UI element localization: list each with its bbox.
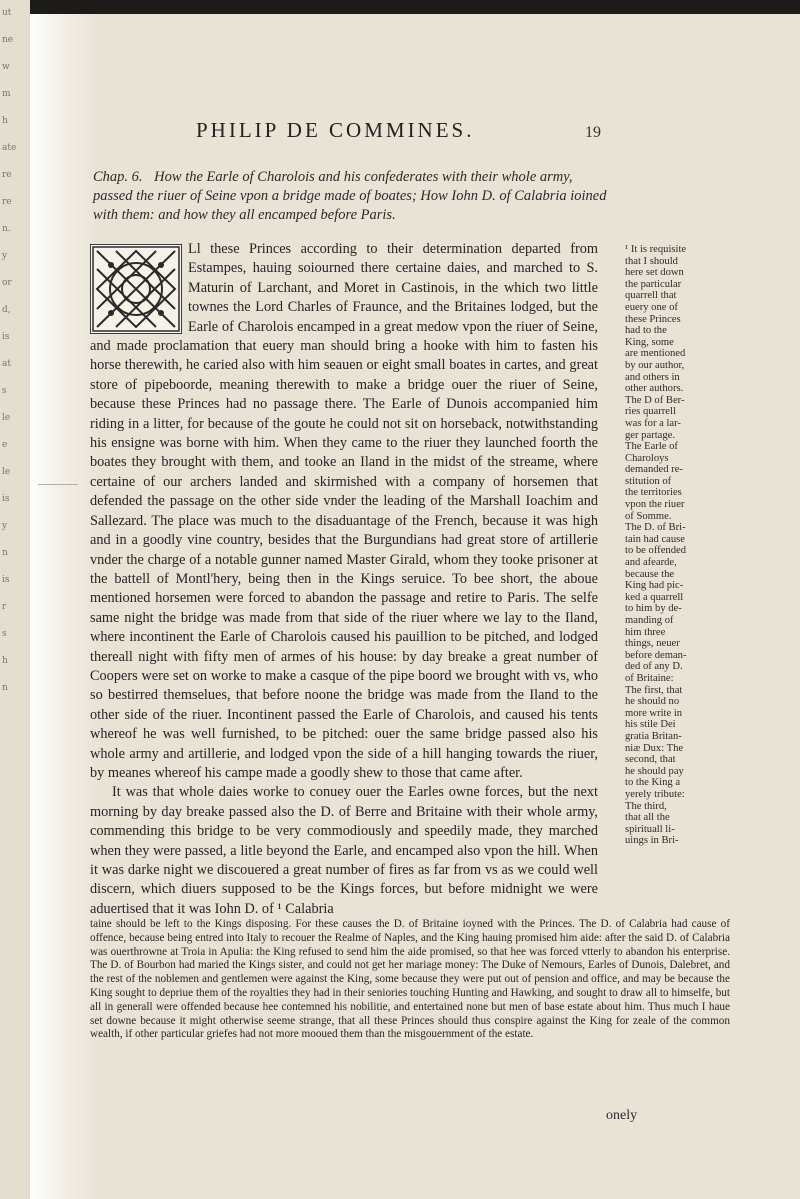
marginal-note-line: his stile Dei	[625, 719, 676, 731]
left-page-fragment: d,	[2, 305, 11, 315]
marginal-note-line: gratia Britan-	[625, 730, 682, 742]
marginal-note-line: other authors.	[625, 383, 684, 395]
marginal-note-line: second, that	[625, 754, 676, 766]
marginal-note-line: yerely tribute:	[625, 788, 685, 800]
left-page-fragment: h	[2, 656, 8, 666]
marginal-note-line: vpon the riuer	[625, 499, 685, 511]
marginal-note-line: to him by de-	[625, 603, 682, 615]
left-page-fragment: re	[2, 170, 12, 180]
marginal-note-line: more write in	[625, 707, 683, 719]
marginal-note-line: here set down	[625, 267, 684, 279]
marginal-note-line: King, some	[625, 336, 674, 348]
catchword: onely	[606, 1108, 638, 1123]
left-page-fragment: h	[2, 116, 8, 126]
marginal-note-line: to be offended	[625, 545, 686, 557]
running-head: PHILIP DE COMMINES.	[196, 118, 475, 142]
left-page-fragment: s	[2, 629, 7, 639]
marginal-note-line: things, neuer	[625, 638, 680, 650]
marginal-note-line: ¹ It is requisite	[625, 244, 687, 255]
marginal-note-line: the particular	[625, 278, 682, 290]
marginal-note-line: Charoloys	[625, 452, 669, 464]
left-page-fragment: ate	[2, 143, 17, 153]
marginal-note-line: because the	[625, 568, 675, 580]
marginal-note-line: niæ Dux: The	[625, 742, 684, 754]
marginal-note-line: uings in Bri-	[625, 835, 679, 847]
marginal-note-line: had to the	[625, 325, 667, 337]
marginal-note-line: ded of any D.	[625, 661, 683, 673]
page-number: 19	[585, 124, 601, 141]
marginal-note-line: ked a quarrell	[625, 591, 684, 603]
marginal-note-line: ries quarrell	[625, 406, 676, 418]
left-page-fragment: w	[2, 62, 10, 72]
left-page-fragment: n	[2, 548, 8, 558]
marginal-note-line: euery one of	[625, 301, 678, 313]
paragraph-1: Ll these Princes according to their determination departed from Estampes, hauing soiourned there certaine daies, and marched to S. Maturin of Larchant, and Moret in Castinois, in the which two little townes the Lord Charles of Fraunce, and the Britaines lodged, but the Earle of Charolois encamped in a great medow vpon the riuer of Seine, and made proclamation that euery man should bring a hooke with him to fasten his horse therewith, he caried also with him seauen or eight small boates in cartes, and great store of pipeboorde, meaning therewith to make a bridge ouer the riuer of Seine, because these Princes had no passage there. The Earle of Dunois accompanied him riding in a litter, for because of the goute he could not sit on horseback, notwithstanding his ensigne was borne with him. When they came to the riuer they launched foorth the boates they brought with them, and tooke an Iland in the midst of the streame, where certaine of our archers landed and skirmished with a company of horsemen that defended the passage on the other side vnder the leading of the Marshall Ioachim and Sallezard. The place was much to the disaduantage of the French, because it was high and in a goodly vine country, besides that the Burgundians had great store of artillerie vnder the charge of a notable gunner named Master Girald, whom they tooke prisoner at the battell of Montl'hery, being then in the Kings seruice. To bee short, the aboue mentioned horsemen were forced to abandon the passage and retire to Paris. The selfe same night the bridge was made from that side of the riuer where we lay to the Iland, where incontinent the Earle of Charolois caused his pauillion to be pitched, and lodged thereall night with fifty men of armes of his house: by day breake a great number of Coopers were set on worke to make a casque of the pipe boord we brought with vs, who so bestirred themselues, that before noone the bridge was made from the Iland to the other side of the riuer. Incontinent passed the Earle of Charolois, and caused his tents whereof he was well furnished, to be pitched: ouer the same bridge passed also his whole army and artillerie, and lodged vpon the side of a hill hanging towards the riuer, by meanes whereof his campe made a goodly shew to those that came after.	[90, 241, 598, 781]
left-page-fragment: at	[2, 359, 11, 369]
left-page-fragment: re	[2, 197, 12, 207]
left-page-fragment: ut	[2, 8, 12, 18]
chapter-label: Chap. 6.	[93, 169, 143, 185]
marginal-note-line: ger partage.	[625, 429, 675, 441]
marginal-note-line: are mentioned	[625, 348, 686, 360]
main-text	[90, 240, 598, 919]
marginal-note	[625, 244, 709, 847]
marginal-note-line: The third,	[625, 800, 667, 812]
left-page-fragment: m	[2, 89, 11, 99]
footnote-continuation: taine should be left to the Kings disposing. For these causes the D. of Britaine ioyned with the Princes. The D. of Calabria had cause of offence, because being entred into Italy to recouer the Realme of Naples, and the King hauing promised him aide: after the said D. of Calabria was ouerthrowne at Troia in Apulia: the King refused to send him the aide promised, so that hee was forced vtterly to abandon his enterprise. The D. of Bourbon had maried the Kings sister, and could not get her mariage money: The Duke of Nemours, Earles of Dunois, Dalebret, and the rest of the noblemen and gentlemen were against the King, some because they were put out of pension and office, and may be because the King sought to depriue them of the royalties they had in their seniories touching Hunting and Hawking, and sought to draw all to himselfe, but all in generall were offended because hee contemned his nobilitie, and entertained none but men of base estate about him. Thus much I haue set downe because it might otherwise seeme strange, that all these Princes should thus conspire against the King for zeale of the common wealth, if other particular griefes had not more mooued them than the misgouernment of the estate.	[90, 918, 730, 1041]
marginal-note-line: was for a lar-	[625, 417, 681, 429]
left-page-fragment: le	[2, 413, 11, 423]
marginal-note-line: these Princes	[625, 313, 681, 325]
marginal-note-line: quarrell that	[625, 290, 677, 302]
paragraph-2: It was that whole daies worke to conuey ouer the Earles owne forces, but the next morning by day breake passed also the D. of Berre and Britaine with their whole army, commending this bridge to be very commodiously and speedily made, they marched when they were passed, a litle beyond the Earle, and encamped also vpon the hill. When it was darke night we discouered a great number of fires as far from vs as we could well discern, which diuers supposed to be the Kings forces, but before midnight we were aduertised that it was Iohn D. of ¹ Calabria	[90, 784, 598, 917]
marginal-note-line: demanded re-	[625, 464, 683, 476]
marginal-note-line: of Somme.	[625, 510, 672, 522]
marginal-note-line: The first, that	[625, 684, 683, 696]
marginal-note-line: manding of	[625, 615, 674, 626]
ornament-knotwork-icon	[91, 245, 181, 333]
marginal-note-line: he should pay	[625, 765, 684, 777]
left-page-edge	[0, 0, 30, 1199]
left-page-fragment: le	[2, 467, 11, 477]
marginal-note-line: and others in	[625, 371, 680, 383]
gutter-line	[38, 484, 78, 685]
marginal-note-line: The D. of Bri-	[625, 522, 686, 534]
marginal-note-line: The Earle of	[625, 441, 678, 453]
chapter-heading	[93, 168, 608, 225]
marginal-note-line: he should no	[625, 696, 680, 708]
left-page-fragment: is	[2, 332, 10, 342]
left-page-fragment: n.	[2, 224, 11, 234]
ornamental-initial-block	[90, 244, 182, 334]
left-page-fragment: or	[2, 278, 12, 288]
marginal-note-line: and afearde,	[625, 557, 677, 569]
marginal-note-line: him three	[625, 626, 666, 638]
marginal-note-line: King had pic-	[625, 580, 684, 592]
left-page-fragment: is	[2, 494, 10, 504]
marginal-note-line: by our author,	[625, 359, 685, 371]
left-page-fragment: r	[2, 602, 7, 612]
marginal-note-line: The D of Ber-	[625, 394, 685, 406]
marginal-note-line: stitution of	[625, 475, 672, 487]
marginal-note-line: spirituall li-	[625, 823, 675, 835]
marginal-note-line: before deman-	[625, 649, 687, 661]
marginal-note-line: that I should	[625, 255, 678, 267]
left-page-fragment: e	[2, 440, 8, 450]
marginal-note-line: that all the	[625, 812, 670, 824]
marginal-note-line: tain had cause	[625, 533, 686, 545]
marginal-note-line: to the King a	[625, 777, 681, 789]
chapter-title: How the Earle of Charolois and his confederates with their whole army, passed the riuer of Seine vpon a bridge made of boates; How Iohn D. of Calabria ioined with them: and how they all encamped before Paris.	[93, 169, 607, 223]
marginal-note-line: of Britaine:	[625, 672, 674, 684]
left-page-fragment: y	[2, 521, 8, 531]
left-page-fragment: ne	[2, 35, 14, 45]
left-page-fragment: is	[2, 575, 10, 585]
marginal-note-line: the territories	[625, 487, 682, 499]
left-page-fragment: n	[2, 683, 8, 693]
left-page-fragment: y	[2, 251, 8, 261]
left-page-fragment: s	[2, 386, 7, 396]
